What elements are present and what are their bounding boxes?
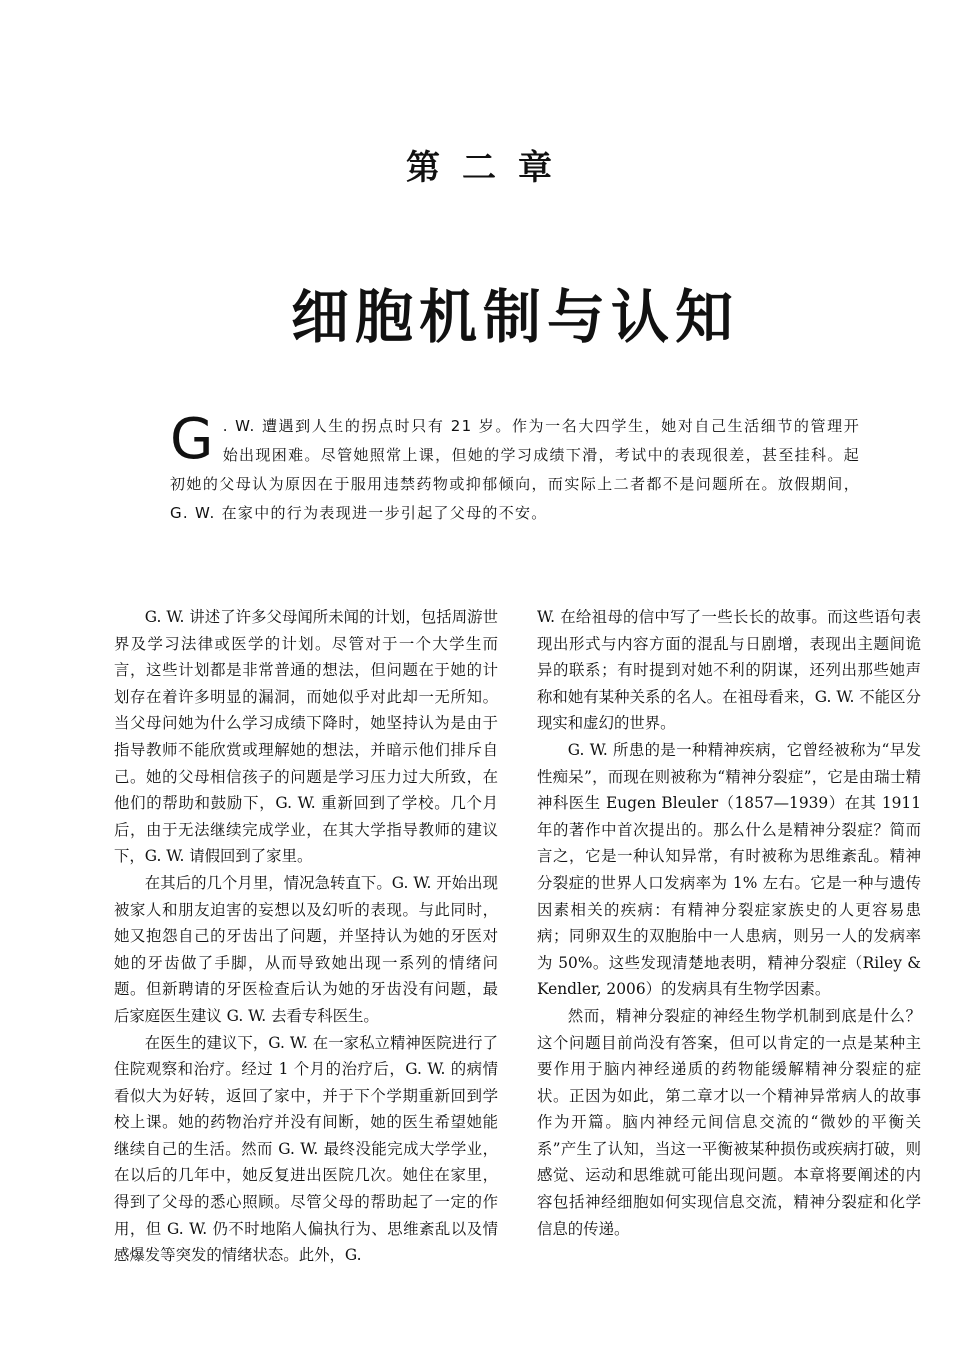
chapter-title: 细胞机制与认知 — [290, 283, 739, 351]
intro-dropcap: G — [170, 407, 215, 472]
right-paragraph-2: G. W. 所患的是一种精神疾病，它曾经被称为“早发性痴呆”，而现在则被称为“精神分裂症”，它是由瑞士精神科医生 Eugen Bleuler（1857—1939）在其 1911 年的著作中首次提出的。那么什么是精神分裂症？简而言之，它是一种认知异常，有时被称为思维紊乱。精神分裂症的世界人口发病率为 1% 左右。它是一种与遗传因素相关的疾病：有精神分裂症家族史的人更容易患病；同卵双生的双胞胎中一人患病，则另一人的发病率为 50%。这些发现清楚地表明，精神分裂症（Riley & Kendler, 2006）的发病具有生物学因素。 — [537, 740, 921, 999]
intro-text: . W. 遭遇到人生的拐点时只有 21 岁。作为一名大四学生，她对自己生活细节的管理开始出现困难。尽管她照常上课，但她的学习成绩下滑，考试中的表现很差，甚至挂科。起初她的父母认为原因在于服用违禁药物或抑郁倾向，而实际上二者都不是问题所在。放假期间，G. W. 在家中的行为表现进一步引起了父母的不安。 — [170, 417, 860, 522]
left-column — [114, 604, 498, 1269]
right-column — [537, 604, 921, 1242]
right-paragraph-3: 然而，精神分裂症的神经生物学机制到底是什么？这个问题目前尚没有答案，但可以肯定的一点是某种主要作用于脑内神经递质的药物能缓解精神分裂症的症状。正因为如此，第二章才以一个精神异常病人的故事作为开篇。脑内神经元间信息交流的“微妙的平衡关系”产生了认知，当这一平衡被某种损伤或疾病打破，则感觉、运动和思维就可能出现问题。本章将要阐述的内容包括神经细胞如何实现信息交流，精神分裂症和化学信息的传递。 — [537, 1006, 921, 1238]
left-paragraph-2: 在其后的几个月里，情况急转直下。G. W. 开始出现被家人和朋友迫害的妄想以及幻听的表现。与此同时，她又抱怨自己的牙齿出了问题，并坚持认为她的牙医对她的牙齿做了手脚，从而导致她出现一系列的情绪问题。但新聘请的牙医检查后认为她的牙齿没有问题，最后家庭医生建议 G. W. 去看专科医生。 — [114, 873, 498, 1025]
left-paragraph-1: G. W. 讲述了许多父母闻所未闻的计划，包括周游世界及学习法律或医学的计划。尽管对于一个大学生而言，这些计划都是非常普通的想法，但问题在于她的计划存在着许多明显的漏洞，而她似乎对此却一无所知。当父母问她为什么学习成绩下降时，她坚持认为是由于指导教师不能欣赏或理解她的想法，并暗示他们排斥自己。她的父母相信孩子的问题是学习压力过大所致，在他们的帮助和鼓励下，G. W. 重新回到了学校。几个月后，由于无法继续完成学业，在其大学指导教师的建议下，G. W. 请假回到了家里。 — [114, 608, 498, 866]
intro-paragraph — [170, 407, 860, 528]
left-paragraph-3: 在医生的建议下，G. W. 在一家私立精神医院进行了住院观察和治疗。经过 1 个月的治疗后，G. W. 的病情看似大为好转，返回了家中，并于下个学期重新回到学校上课。她的药物治疗并没有间断，她的医生希望她能继续自己的生活。然而 G. W. 最终没能完成大学学业，在以后的几年中，她反复进出医院几次。她住在家里，得到了父母的悉心照顾。尽管父母的帮助起了一定的作用，但 G. W. 仍不时地陷人偏执行为、思维紊乱以及情感爆发等突发的情绪状态。此外，G. — [114, 1033, 498, 1265]
right-paragraph-1: W. 在给祖母的信中写了一些长长的故事。而这些语句表现出形式与内容方面的混乱与日剧增，表现出主题间诡异的联系；有时提到对她不利的阴谋，还列出那些她声称和她有某种关系的名人。在祖母看来，G. W. 不能区分现实和虚幻的世界。 — [537, 608, 921, 733]
chapter-number: 第二章 — [406, 148, 574, 188]
